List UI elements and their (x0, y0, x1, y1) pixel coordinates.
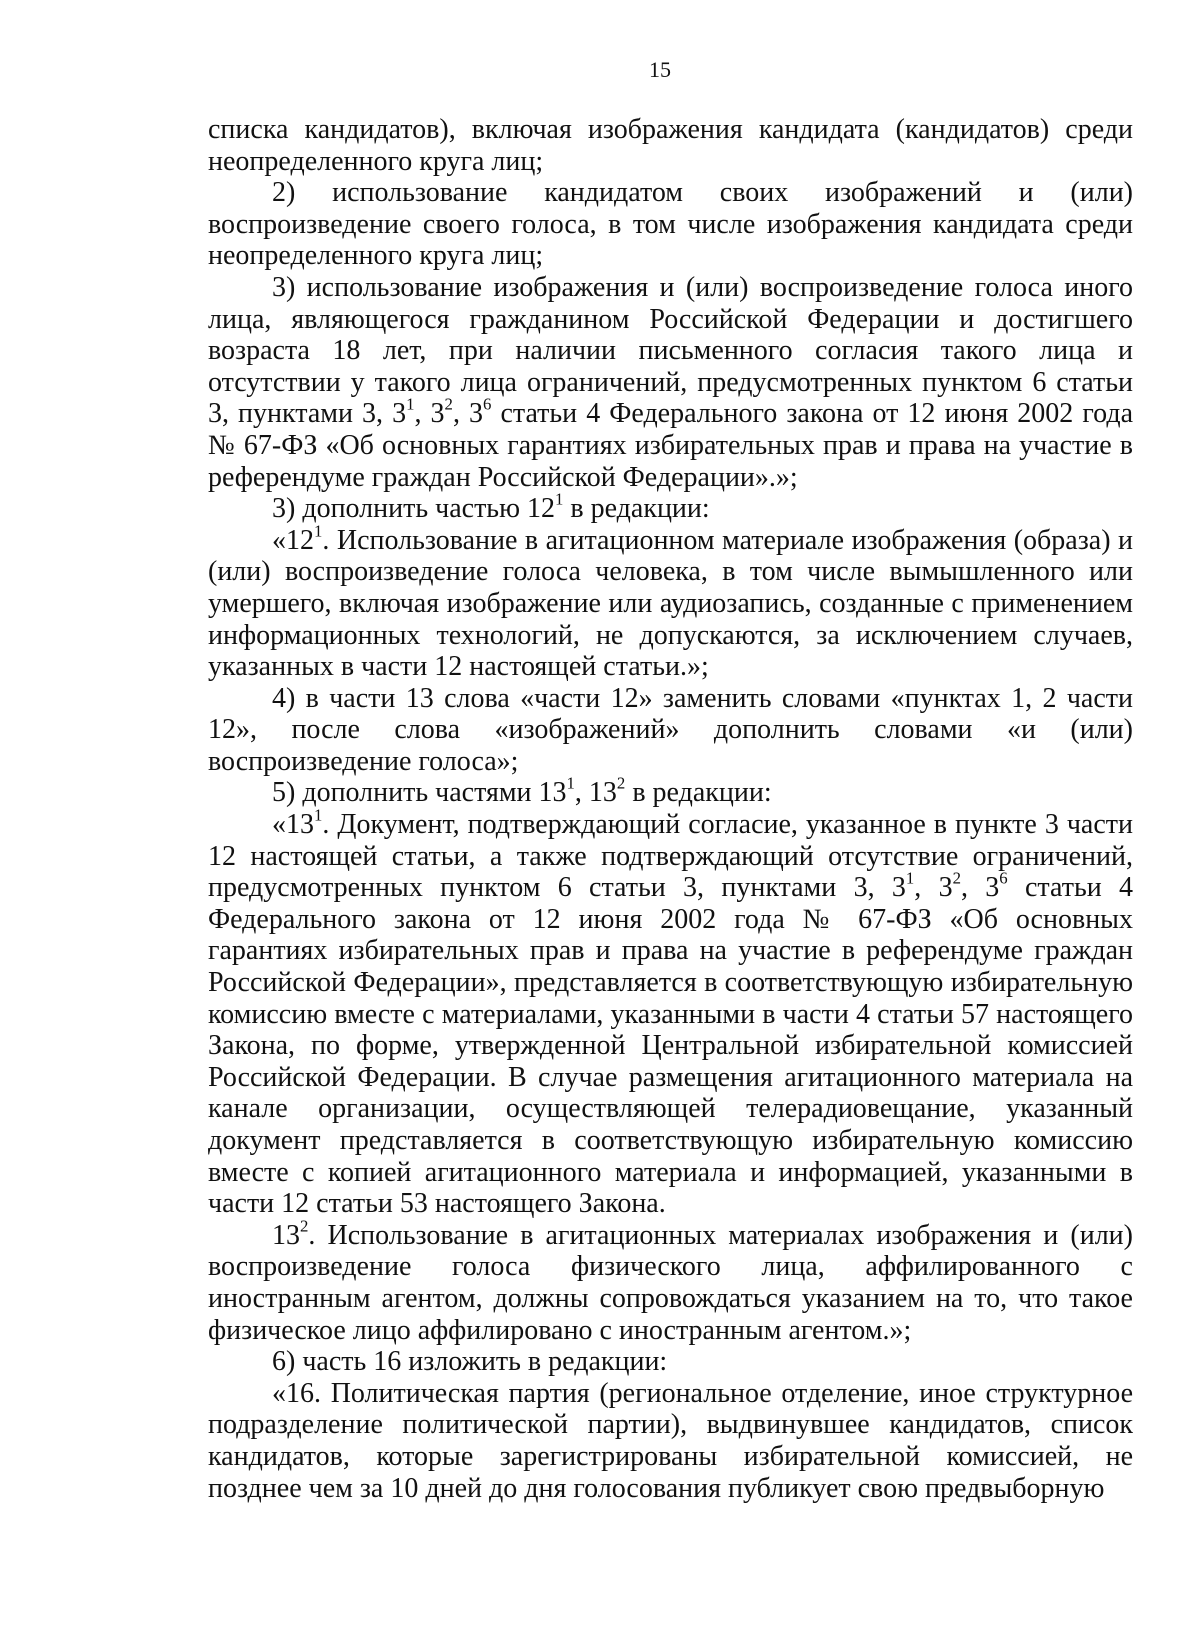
paragraph: «16. Политическая партия (региональное отделение, иное структурное подразделение политической партии), выдвинувшее кандидатов, список кандидатов, которые зарегистрированы избирательной комиссией, не позднее чем за 10 дней до дня голосования публикует свою предвыборную (208, 1377, 1133, 1504)
paragraph: $13^2$. Использование в агитационных материалах изображения и (или) воспроизведение голоса физического лица, аффилированного с иностранным агентом, должны сопровождаться указанием на то, что такое физическое лицо аффилировано с иностранным агентом.»; (208, 1216, 1133, 1346)
paragraph: «$12^1$. Использование в агитационном материале изображения (образа) и (или) воспроизведение голоса человека, в том числе вымышленного или умершего, включая изображение или аудиозапись, созданные с применением информационных технологий, не допускаются, за исключением случаев, указанных в части 12 настоящей статьи.»; (208, 521, 1133, 683)
paragraph: 2) использование кандидатом своих изображений и (или) воспроизведение своего голоса, в том числе изображения кандидата среди неопределенного круга лиц; (208, 177, 1133, 272)
page-number: 15 (649, 57, 671, 82)
paragraph: 4) в части 13 слова «части 12» заменить словами «пунктах 1, 2 части 12», после слова «изображений» дополнить словами «и (или) воспроизведение голоса»; (208, 682, 1133, 777)
document-body (208, 114, 1133, 1504)
paragraph: списка кандидатов), включая изображения кандидата (кандидатов) среди неопределенного круга лиц; (208, 114, 1133, 177)
paragraph: 3) использование изображения и (или) воспроизведение голоса иного лица, являющегося гражданином Российской Федерации и достигшего возраста 18 лет, при наличии письменного согласия такого лица и отсутствии у такого лица ограничений, предусмотренных пунктом 6 статьи 3, пунктами 3, $3^1$, $3^2$, $3^6$ статьи 4 Федерального закона от 12 июня 2002 года № 67-ФЗ «Об основных гарантиях избирательных прав и права на участие в референдуме граждан Российской Федерации».»; (208, 271, 1134, 493)
paragraph: 5) дополнить частями $13^1$, $13^2$ в редакции: (272, 773, 772, 809)
paragraph: 3) дополнить частью $12^1$ в редакции: (272, 489, 710, 525)
paragraph: 6) часть 16 изложить в редакции: (272, 1346, 668, 1378)
paragraph: «$13^1$. Документ, подтверждающий согласие, указанное в пункте 3 части 12 настоящей статьи, а также подтверждающий отсутствие ограничений, предусмотренных пунктом 6 статьи 3, пунктами 3, $3^1$, $3^2$, $3^6$ статьи 4 Федерального закона от 12 июня 2002 года № 67-ФЗ «Об основных гарантиях избирательных прав и права на участие в референдуме граждан Российской Федерации», представляется в соответствующую избирательную комиссию вместе с материалами, указанными в части 4 статьи 57 настоящего Закона, по форме, утвержденной Центральной избирательной комиссией Российской Федерации. В случае размещения агитационного материала на канале организации, осуществляющей телерадиовещание, указанный документ представляется в соответствующую избирательную комиссию вместе с копией агитационного материала и информацией, указанными в части 12 статьи 53 настоящего Закона. (208, 805, 1134, 1220)
